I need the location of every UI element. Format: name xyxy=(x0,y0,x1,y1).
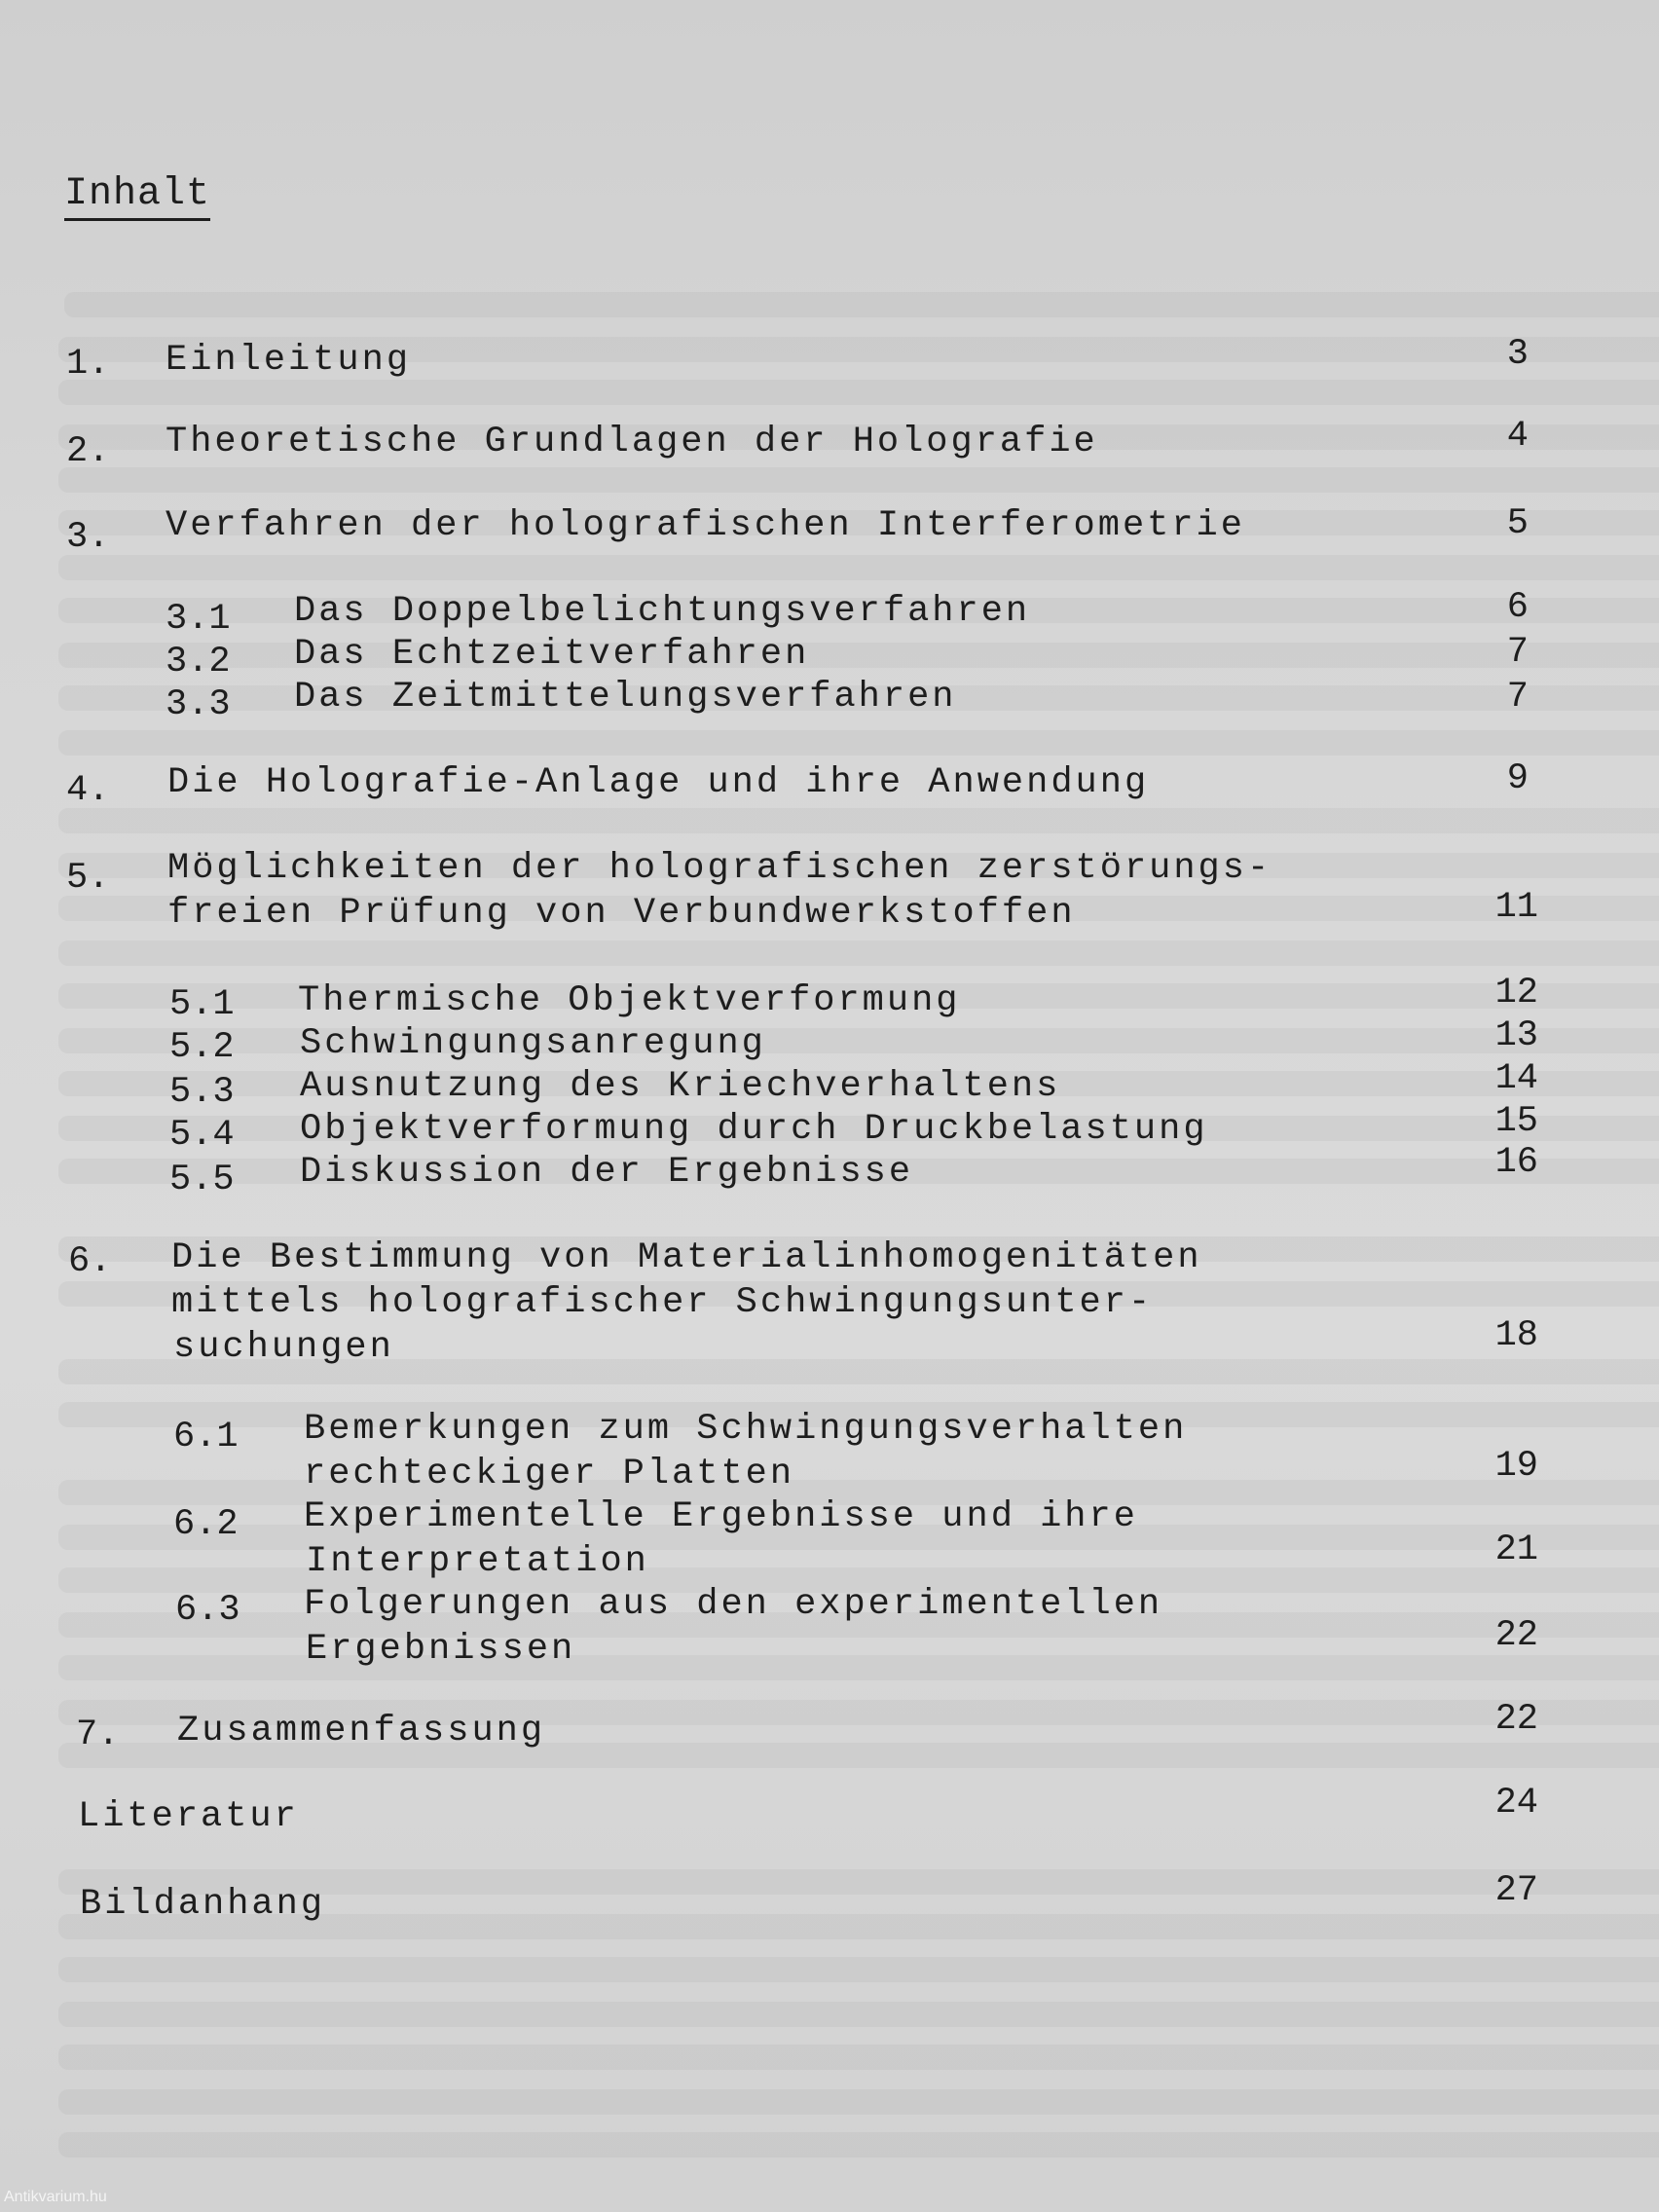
toc-entry-number: 5.2 xyxy=(169,1027,235,1068)
toc-entry-title: Die Holografie-Anlage und ihre Anwendung xyxy=(167,762,1150,803)
toc-entry-page: 12 xyxy=(1494,973,1538,1014)
toc-entry-number: 7. xyxy=(76,1714,120,1755)
toc-entry-page: 14 xyxy=(1494,1058,1538,1099)
toc-entry-number: 4. xyxy=(66,770,110,811)
toc-entry-title: Ausnutzung des Kriechverhaltens xyxy=(300,1066,1061,1107)
toc-entry-page: 7 xyxy=(1506,677,1529,718)
toc-entry-title-line-1: Folgerungen aus den experimentellen xyxy=(304,1584,1163,1625)
toc-entry-title: Objektverformung durch Druckbelastung xyxy=(300,1109,1208,1150)
toc-entry-number: 6.3 xyxy=(175,1590,240,1631)
toc-entry-page: 21 xyxy=(1494,1530,1538,1570)
toc-entry-title: Verfahren der holografischen Interferometrie xyxy=(166,505,1245,546)
toc-entry-number: 5.4 xyxy=(169,1115,235,1156)
toc-entry-page: 5 xyxy=(1506,503,1529,544)
toc-entry-page: 15 xyxy=(1494,1101,1538,1142)
toc-entry-page: 7 xyxy=(1506,632,1529,673)
toc-entry-page: 19 xyxy=(1494,1446,1538,1487)
toc-entry-title: Einleitung xyxy=(166,340,412,381)
toc-entry-number: 6.2 xyxy=(173,1504,239,1545)
toc-entry-number: 6.1 xyxy=(173,1417,239,1457)
toc-entry-title: Schwingungsanregung xyxy=(300,1023,766,1064)
toc-entry-title-line-2: mittels holografischer Schwingungsunter- xyxy=(171,1282,1154,1323)
toc-entry-title-line-1: Bemerkungen zum Schwingungsverhalten xyxy=(304,1409,1188,1450)
watermark: Antikvarium.hu xyxy=(4,2189,107,2205)
toc-entry-number: 5.3 xyxy=(169,1072,235,1113)
toc-entry-title-line-2: Ergebnissen xyxy=(306,1629,576,1670)
toc-entry-page: 24 xyxy=(1494,1783,1538,1824)
toc-entry-title: Literatur xyxy=(78,1796,299,1837)
toc-entry-title: Diskussion der Ergebnisse xyxy=(300,1152,914,1193)
toc-entry-title: Das Echtzeitverfahren xyxy=(294,634,810,675)
toc-entry-title-line-2: freien Prüfung von Verbundwerkstoffen xyxy=(167,893,1076,934)
toc-entry-title: Theoretische Grundlagen der Holografie xyxy=(166,422,1098,462)
toc-entry-page: 18 xyxy=(1494,1315,1538,1356)
toc-entry-title: Das Doppelbelichtungsverfahren xyxy=(294,591,1031,632)
toc-entry-title-line-3: suchungen xyxy=(173,1327,394,1368)
toc-entry-number: 3.3 xyxy=(166,684,231,725)
toc-entry-title-line-1: Experimentelle Ergebnisse und ihre xyxy=(304,1496,1138,1537)
toc-entry-number: 2. xyxy=(66,431,110,472)
toc-entry-title: Bildanhang xyxy=(80,1884,326,1925)
toc-entry-number: 3.2 xyxy=(166,642,231,682)
toc-entry-page: 22 xyxy=(1494,1699,1538,1740)
toc-entry-title: Thermische Objektverformung xyxy=(298,980,961,1021)
toc-entry-page: 11 xyxy=(1494,887,1538,928)
toc-entry-page: 22 xyxy=(1494,1615,1538,1656)
toc-entry-title-line-1: Die Bestimmung von Materialinhomogenitäten xyxy=(171,1237,1202,1278)
toc-entry-page: 6 xyxy=(1506,587,1529,628)
toc-heading: Inhalt xyxy=(64,173,210,221)
toc-entry-number: 3. xyxy=(66,517,110,558)
toc-entry-number: 6. xyxy=(68,1241,112,1282)
toc-entry-title: Das Zeitmittelungsverfahren xyxy=(294,677,957,718)
toc-entry-number: 5. xyxy=(66,858,110,899)
toc-entry-page: 9 xyxy=(1506,758,1529,799)
toc-entry-number: 3.1 xyxy=(166,599,231,640)
toc-entry-page: 13 xyxy=(1494,1015,1538,1056)
toc-entry-number: 5.1 xyxy=(169,984,235,1025)
toc-entry-title-line-1: Möglichkeiten der holografischen zerstörungs- xyxy=(167,848,1272,889)
toc-entry-page: 16 xyxy=(1494,1142,1538,1183)
toc-entry-page: 27 xyxy=(1494,1870,1538,1911)
toc-entry-page: 3 xyxy=(1506,334,1529,375)
toc-entry-number: 5.5 xyxy=(169,1160,235,1200)
toc-entry-title-line-2: rechteckiger Platten xyxy=(304,1454,795,1494)
toc-entry-page: 4 xyxy=(1506,416,1529,457)
toc-entry-title-line-2: Interpretation xyxy=(306,1541,649,1582)
toc-entry-number: 1. xyxy=(66,344,110,385)
toc-entry-title: Zusammenfassung xyxy=(177,1711,546,1751)
